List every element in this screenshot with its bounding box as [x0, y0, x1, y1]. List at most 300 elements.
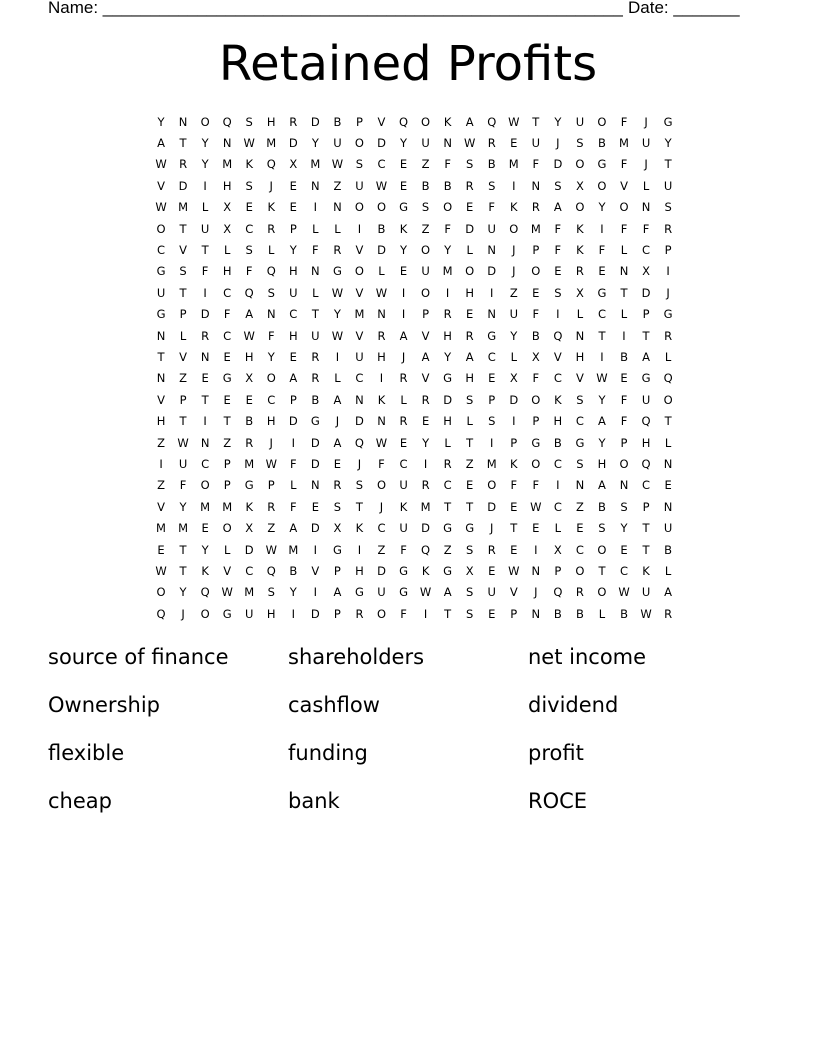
grid-letter: F [620, 221, 628, 236]
grid-row [150, 432, 679, 453]
grid-letter: E [421, 414, 430, 429]
grid-letter: D [178, 178, 188, 193]
grid-letter: A [333, 585, 342, 600]
grid-letter: M [266, 136, 277, 151]
grid-letter: S [576, 136, 584, 151]
grid-letter: F [289, 456, 297, 471]
grid-letter: M [178, 521, 189, 536]
grid-letter: N [443, 136, 452, 151]
grid-letter: E [333, 456, 342, 471]
grid-letter: T [444, 606, 452, 621]
grid-letter: K [399, 499, 408, 514]
grid-letter: K [642, 563, 650, 578]
grid-letter: W [265, 456, 277, 471]
grid-letter: Q [266, 563, 276, 578]
grid-letter: M [288, 542, 299, 557]
grid-letter: B [553, 606, 562, 621]
grid-letter: I [357, 542, 362, 557]
grid-letter: H [355, 563, 364, 578]
grid-letter: U [333, 136, 342, 151]
grid-letter: E [510, 542, 518, 557]
grid-letter: M [486, 456, 497, 471]
grid-letter: D [377, 136, 386, 151]
grid-letter: T [642, 521, 650, 536]
grid-letter: W [463, 136, 476, 151]
grid-letter: D [509, 392, 519, 407]
grid-letter: U [421, 264, 430, 279]
word-list-item: source of finance [48, 645, 229, 669]
grid-row [150, 325, 679, 346]
grid-letter: U [641, 392, 651, 407]
grid-letter: F [598, 243, 606, 258]
grid-letter: W [508, 114, 520, 129]
grid-letter: B [443, 178, 452, 193]
grid-letter: O [465, 264, 475, 279]
grid-letter: N [663, 456, 673, 471]
grid-letter: W [618, 585, 630, 600]
grid-letter: B [333, 114, 342, 129]
grid-letter: N [178, 114, 188, 129]
grid-letter: A [157, 136, 165, 151]
grid-letter: P [554, 563, 562, 578]
grid-letter: G [222, 606, 232, 621]
grid-letter: V [377, 114, 386, 129]
grid-letter: G [443, 521, 453, 536]
grid-letter: X [531, 349, 540, 364]
grid-letter: E [289, 349, 297, 364]
grid-letter: Y [444, 243, 452, 258]
grid-letter: O [619, 200, 629, 215]
grid-letter: D [355, 414, 364, 429]
grid-letter: L [598, 606, 606, 621]
grid-letter: N [531, 178, 541, 193]
grid-letter: A [421, 349, 430, 364]
grid-letter: N [619, 264, 629, 279]
grid-letter: C [267, 392, 276, 407]
grid-letter: T [179, 542, 187, 557]
grid-letter: L [642, 178, 650, 193]
word-list [48, 642, 768, 834]
grid-letter: I [203, 178, 207, 193]
grid-letter: D [200, 307, 210, 322]
grid-letter: G [244, 478, 254, 493]
grid-letter: X [465, 563, 474, 578]
grid-letter: E [399, 264, 408, 279]
grid-letter: R [245, 435, 254, 450]
grid-letter: E [554, 264, 562, 279]
grid-letter: E [488, 371, 496, 386]
grid-letter: Q [421, 542, 431, 557]
grid-letter: I [203, 414, 207, 429]
grid-row [150, 111, 679, 132]
grid-letter: W [155, 157, 167, 172]
grid-row [150, 539, 679, 560]
grid-letter: E [289, 200, 297, 215]
grid-letter: R [664, 606, 673, 621]
grid-letter: E [399, 435, 408, 450]
grid-letter: W [640, 606, 652, 621]
grid-letter: O [354, 264, 364, 279]
grid-letter: W [243, 328, 255, 343]
grid-letter: Y [267, 349, 275, 364]
grid-letter: C [201, 456, 210, 471]
grid-letter: R [267, 499, 276, 514]
grid-letter: E [466, 307, 474, 322]
grid-letter: N [575, 478, 585, 493]
grid-letter: E [510, 499, 518, 514]
grid-letter: H [222, 264, 232, 279]
grid-letter: F [554, 243, 562, 258]
grid-letter: E [245, 392, 253, 407]
grid-letter: M [244, 456, 255, 471]
word-list-item: net income [528, 645, 647, 669]
grid-letter: R [311, 371, 320, 386]
grid-letter: S [598, 521, 606, 536]
grid-letter: V [157, 499, 165, 514]
grid-letter: Q [266, 157, 276, 172]
grid-letter: H [266, 414, 276, 429]
grid-letter: P [620, 435, 628, 450]
grid-row [150, 582, 679, 603]
grid-letter: Y [201, 157, 209, 172]
grid-letter: Y [620, 521, 628, 536]
grid-letter: Q [399, 114, 409, 129]
grid-letter: P [532, 414, 540, 429]
grid-letter: R [664, 328, 673, 343]
grid-letter: S [245, 114, 253, 129]
grid-letter: I [379, 371, 384, 386]
grid-letter: B [620, 606, 628, 621]
grid-letter: G [354, 585, 364, 600]
grid-letter: F [620, 114, 628, 129]
grid-letter: V [223, 563, 232, 578]
grid-letter: H [156, 414, 166, 429]
grid-letter: O [421, 243, 431, 258]
grid-letter: I [313, 585, 318, 600]
grid-letter: W [243, 136, 255, 151]
grid-letter: T [179, 563, 187, 578]
grid-letter: E [466, 200, 474, 215]
grid-letter: W [155, 200, 167, 215]
grid-letter: O [200, 606, 210, 621]
grid-letter: D [421, 521, 431, 536]
grid-letter: D [310, 456, 320, 471]
grid-letter: I [445, 285, 450, 300]
grid-letter: E [532, 521, 540, 536]
grid-letter: U [641, 136, 651, 151]
grid-letter: M [310, 157, 321, 172]
grid-letter: F [444, 221, 451, 236]
name-field-line: Name: _______________________________________________________ [48, 0, 623, 17]
grid-letter: U [663, 178, 673, 193]
grid-letter: Z [157, 478, 165, 493]
grid-letter: J [666, 285, 670, 300]
grid-letter: V [311, 563, 320, 578]
grid-letter: T [598, 563, 606, 578]
grid-letter: R [465, 328, 474, 343]
grid-letter: D [288, 136, 298, 151]
grid-letter: Z [267, 521, 276, 536]
grid-letter: S [267, 585, 275, 600]
grid-letter: P [267, 478, 275, 493]
grid-letter: R [201, 328, 210, 343]
grid-row [150, 239, 679, 260]
grid-letter: X [575, 285, 584, 300]
grid-letter: M [200, 499, 211, 514]
grid-letter: I [534, 542, 538, 557]
grid-letter: U [245, 606, 254, 621]
grid-letter: I [401, 285, 406, 300]
grid-letter: J [512, 243, 516, 258]
grid-letter: R [399, 371, 408, 386]
grid-letter: Y [510, 328, 518, 343]
word-list-item: funding [288, 741, 368, 765]
grid-letter: F [532, 478, 540, 493]
grid-letter: V [620, 178, 628, 193]
grid-letter: M [222, 499, 233, 514]
grid-letter: R [289, 114, 298, 129]
grid-letter: G [443, 563, 453, 578]
grid-letter: O [156, 221, 166, 236]
grid-letter: U [377, 585, 386, 600]
grid-letter: T [179, 221, 187, 236]
grid-row [150, 218, 679, 239]
grid-letter: K [443, 114, 452, 129]
word-list-item: flexible [48, 741, 125, 765]
grid-letter: I [622, 328, 626, 343]
grid-letter: X [642, 264, 650, 279]
grid-letter: K [510, 456, 518, 471]
grid-letter: X [289, 157, 298, 172]
grid-letter: R [399, 414, 408, 429]
grid-letter: T [311, 307, 319, 322]
grid-letter: F [532, 157, 540, 172]
grid-row [150, 603, 679, 624]
grid-letter: F [201, 264, 209, 279]
grid-letter: T [532, 114, 540, 129]
grid-letter: Z [179, 371, 188, 386]
grid-letter: S [488, 178, 496, 193]
grid-letter: E [399, 178, 408, 193]
grid-letter: M [178, 200, 189, 215]
grid-letter: C [575, 414, 584, 429]
grid-letter: T [466, 435, 474, 450]
grid-letter: U [355, 178, 364, 193]
grid-letter: K [399, 221, 408, 236]
grid-letter: D [377, 563, 386, 578]
grid-letter: W [155, 563, 167, 578]
grid-letter: W [177, 435, 189, 450]
grid-letter: F [289, 499, 297, 514]
grid-letter: N [200, 349, 210, 364]
grid-letter: S [466, 542, 474, 557]
grid-letter: M [442, 264, 453, 279]
grid-letter: Q [200, 585, 210, 600]
grid-letter: O [421, 114, 431, 129]
grid-letter: H [465, 371, 474, 386]
grid-letter: Y [289, 585, 297, 600]
grid-letter: I [159, 456, 163, 471]
grid-letter: A [289, 521, 298, 536]
grid-letter: W [331, 285, 344, 300]
grid-letter: E [201, 371, 209, 386]
grid-letter: C [487, 349, 496, 364]
grid-row [150, 410, 679, 431]
grid-letter: L [223, 243, 231, 258]
grid-letter: Y [400, 243, 408, 258]
grid-letter: S [179, 264, 187, 279]
grid-letter: L [179, 328, 187, 343]
grid-letter: E [598, 264, 606, 279]
grid-letter: H [266, 114, 276, 129]
grid-letter: Z [421, 221, 430, 236]
grid-letter: M [156, 521, 166, 536]
grid-letter: F [312, 243, 319, 258]
grid-letter: T [201, 392, 209, 407]
grid-letter: S [466, 392, 474, 407]
grid-letter: E [664, 478, 672, 493]
grid-letter: R [487, 136, 496, 151]
grid-letter: R [179, 157, 188, 172]
grid-letter: Q [266, 264, 276, 279]
grid-letter: I [556, 478, 560, 493]
grid-letter: D [641, 285, 651, 300]
grid-letter: I [291, 435, 295, 450]
grid-letter: T [157, 349, 165, 364]
grid-letter: R [531, 200, 540, 215]
grid-row [150, 154, 679, 175]
grid-letter: F [267, 328, 275, 343]
grid-letter: S [554, 285, 562, 300]
grid-letter: C [245, 221, 254, 236]
grid-letter: E [488, 606, 496, 621]
grid-letter: G [156, 307, 166, 322]
grid-letter: O [575, 200, 585, 215]
grid-letter: C [223, 285, 232, 300]
grid-letter: F [620, 392, 628, 407]
grid-letter: R [421, 478, 430, 493]
grid-letter: U [641, 585, 651, 600]
grid-letter: B [531, 328, 540, 343]
grid-letter: X [223, 221, 232, 236]
grid-letter: E [223, 349, 231, 364]
grid-letter: Q [641, 414, 651, 429]
grid-letter: W [530, 499, 542, 514]
grid-letter: M [244, 585, 255, 600]
grid-letter: C [157, 243, 166, 258]
grid-letter: Y [444, 349, 452, 364]
grid-letter: M [619, 136, 629, 151]
page-title: Retained Profits [218, 36, 598, 92]
grid-letter: H [465, 285, 474, 300]
grid-letter: H [288, 264, 298, 279]
grid-row [150, 282, 679, 303]
grid-letter: S [245, 243, 253, 258]
grid-letter: H [288, 328, 298, 343]
grid-letter: R [421, 392, 430, 407]
grid-letter: I [556, 307, 560, 322]
grid-letter: W [508, 563, 520, 578]
grid-letter: A [664, 585, 673, 600]
grid-letter: W [419, 585, 432, 600]
grid-letter: J [335, 414, 340, 429]
grid-letter: C [355, 371, 364, 386]
word-list-item: dividend [528, 693, 619, 717]
grid-letter: G [597, 285, 607, 300]
grid-letter: E [311, 499, 319, 514]
grid-letter: G [663, 114, 673, 129]
grid-letter: P [642, 499, 650, 514]
grid-letter: F [532, 307, 540, 322]
grid-letter: G [332, 542, 342, 557]
grid-row [150, 560, 679, 581]
grid-letter: S [267, 285, 275, 300]
grid-letter: J [401, 349, 406, 364]
grid-letter: R [333, 478, 342, 493]
grid-letter: N [575, 328, 585, 343]
grid-letter: K [576, 243, 584, 258]
grid-letter: S [466, 157, 474, 172]
grid-letter: O [443, 200, 453, 215]
grid-letter: D [487, 264, 497, 279]
grid-letter: I [423, 606, 428, 621]
grid-letter: J [181, 606, 185, 621]
grid-letter: W [331, 328, 344, 343]
grid-letter: R [575, 585, 584, 600]
grid-letter: H [222, 178, 232, 193]
grid-letter: Y [201, 542, 209, 557]
grid-letter: Y [311, 136, 319, 151]
grid-letter: U [399, 478, 408, 493]
grid-letter: J [556, 136, 560, 151]
grid-letter: O [597, 585, 607, 600]
grid-row [150, 175, 679, 196]
grid-letter: C [553, 456, 562, 471]
grid-letter: X [575, 178, 584, 193]
grid-letter: V [157, 178, 165, 193]
grid-letter: A [642, 349, 650, 364]
grid-letter: H [266, 606, 276, 621]
grid-letter: U [178, 456, 188, 471]
grid-letter: N [200, 435, 210, 450]
grid-letter: C [377, 521, 386, 536]
grid-letter: L [466, 243, 473, 258]
grid-row [150, 453, 679, 474]
grid-letter: L [664, 435, 672, 450]
grid-letter: P [333, 606, 341, 621]
grid-letter: O [156, 585, 166, 600]
grid-letter: C [642, 243, 651, 258]
grid-letter: Q [553, 585, 563, 600]
grid-letter: T [664, 157, 672, 172]
grid-letter: I [423, 456, 428, 471]
grid-letter: K [355, 521, 364, 536]
grid-letter: P [333, 563, 341, 578]
grid-letter: V [421, 328, 430, 343]
grid-letter: D [310, 606, 320, 621]
grid-letter: N [311, 264, 320, 279]
grid-letter: V [553, 349, 562, 364]
grid-letter: P [488, 392, 496, 407]
grid-letter: U [200, 221, 210, 236]
grid-letter: Z [223, 435, 232, 450]
grid-letter: O [531, 456, 541, 471]
grid-letter: O [200, 478, 210, 493]
grid-letter: R [355, 606, 364, 621]
grid-letter: H [553, 414, 563, 429]
grid-letter: O [531, 264, 541, 279]
grid-letter: H [575, 349, 585, 364]
